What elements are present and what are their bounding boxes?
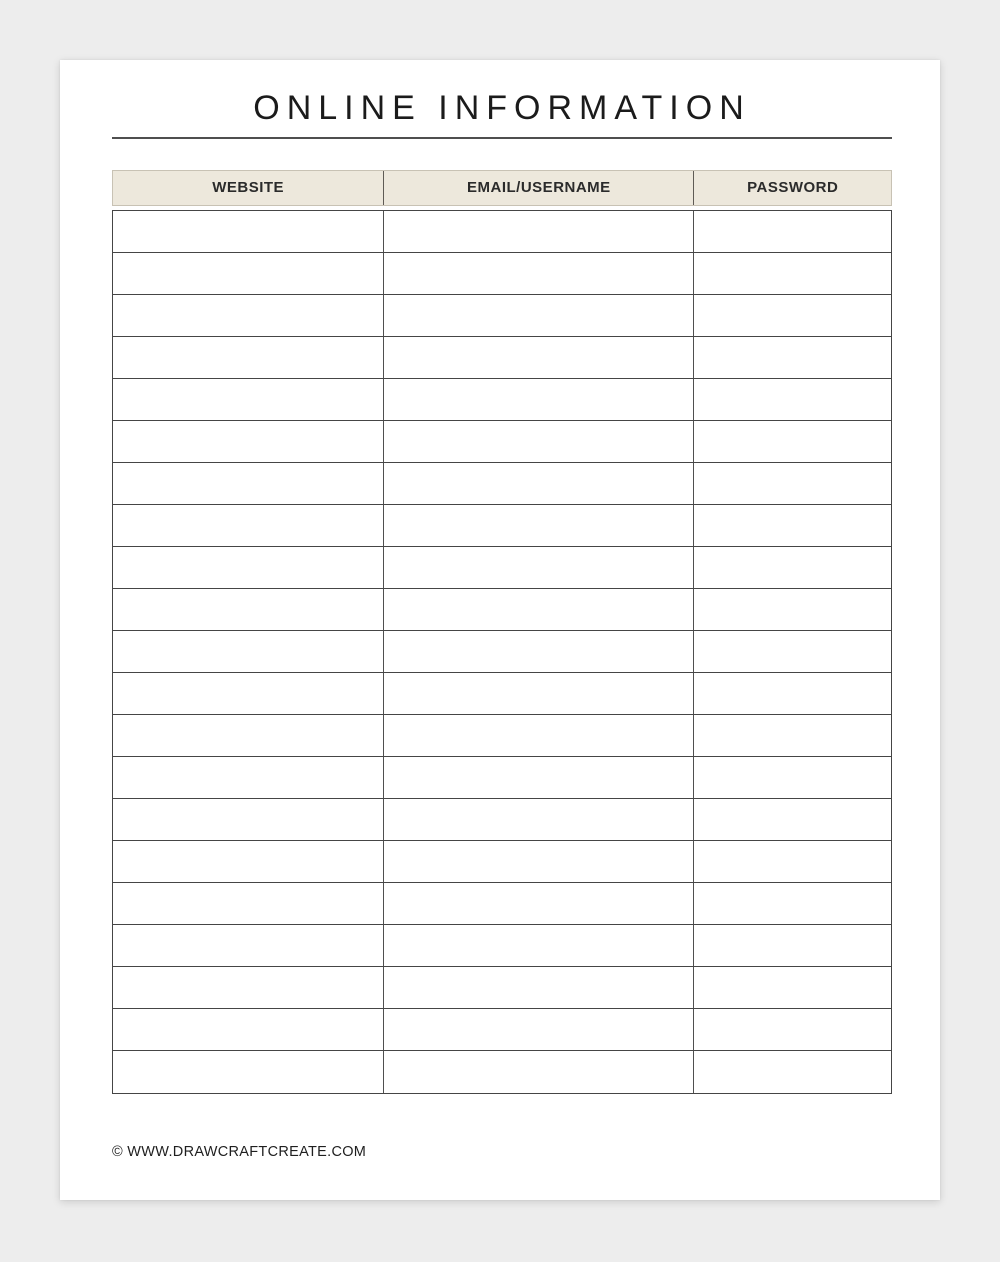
table-cell-password xyxy=(693,337,891,378)
table-row xyxy=(113,925,891,967)
table-cell-password xyxy=(693,715,891,756)
table-row xyxy=(113,211,891,253)
table-row xyxy=(113,1051,891,1093)
table-cell-password xyxy=(693,211,891,252)
table-cell-email-username xyxy=(383,925,693,966)
table-cell-email-username xyxy=(383,883,693,924)
table-row xyxy=(113,841,891,883)
table-cell-website xyxy=(113,841,383,882)
table-row xyxy=(113,1009,891,1051)
table-row xyxy=(113,337,891,379)
table-cell-website xyxy=(113,631,383,672)
table-cell-password xyxy=(693,589,891,630)
table-cell-password xyxy=(693,295,891,336)
table-cell-website xyxy=(113,799,383,840)
table-cell-email-username xyxy=(383,757,693,798)
table-cell-password xyxy=(693,757,891,798)
table-cell-email-username xyxy=(383,547,693,588)
table-cell-password xyxy=(693,925,891,966)
column-header-website: WEBSITE xyxy=(212,179,285,197)
table-cell-password xyxy=(693,379,891,420)
table-cell-website xyxy=(113,1051,383,1093)
table-cell-email-username xyxy=(383,295,693,336)
table-cell-website xyxy=(113,211,383,252)
table-cell-website xyxy=(113,589,383,630)
table-row xyxy=(113,967,891,1009)
table-cell-website xyxy=(113,505,383,546)
page-title: ONLINE INFORMATION xyxy=(253,89,751,127)
printable-sheet xyxy=(60,60,940,1200)
table-cell-email-username xyxy=(383,967,693,1008)
table-cell-password xyxy=(693,967,891,1008)
table-cell-password xyxy=(693,883,891,924)
column-header-password: PASSWORD xyxy=(693,171,891,205)
table-row xyxy=(113,631,891,673)
table-cell-website xyxy=(113,1009,383,1050)
table-cell-website xyxy=(113,967,383,1008)
table-row xyxy=(113,421,891,463)
table-cell-website xyxy=(113,673,383,714)
table-row xyxy=(113,505,891,547)
table-cell-email-username xyxy=(383,715,693,756)
table-cell-website xyxy=(113,883,383,924)
table-cell-email-username xyxy=(383,379,693,420)
table-cell-password xyxy=(693,421,891,462)
table-cell-email-username xyxy=(383,1009,693,1050)
table-body xyxy=(112,210,892,1094)
table-cell-website xyxy=(113,925,383,966)
sheet-content xyxy=(60,88,940,1160)
table-cell-password xyxy=(693,1009,891,1050)
column-header-email-username: EMAIL/USERNAME xyxy=(383,171,693,205)
table-row xyxy=(113,799,891,841)
table-cell-password xyxy=(693,799,891,840)
table-row xyxy=(113,883,891,925)
table-header-row xyxy=(112,170,892,206)
table-row xyxy=(113,673,891,715)
table-row xyxy=(113,715,891,757)
table-cell-email-username xyxy=(383,505,693,546)
table-cell-website xyxy=(113,337,383,378)
table-row xyxy=(113,589,891,631)
table-cell-email-username xyxy=(383,421,693,462)
table-cell-password xyxy=(693,1051,891,1093)
table-cell-email-username xyxy=(383,799,693,840)
table-cell-email-username xyxy=(383,1051,693,1093)
table-cell-website xyxy=(113,547,383,588)
table-cell-password xyxy=(693,253,891,294)
table-cell-email-username xyxy=(383,841,693,882)
table-cell-website xyxy=(113,421,383,462)
table-cell-website xyxy=(113,463,383,504)
table-cell-email-username xyxy=(383,463,693,504)
table-cell-password xyxy=(693,547,891,588)
table-cell-website xyxy=(113,757,383,798)
table-row xyxy=(113,379,891,421)
table-row xyxy=(113,463,891,505)
copyright-footer: © WWW.DRAWCRAFTCREATE.COM xyxy=(112,1143,367,1160)
table-row xyxy=(113,547,891,589)
table-cell-email-username xyxy=(383,211,693,252)
table-cell-email-username xyxy=(383,631,693,672)
table-cell-password xyxy=(693,505,891,546)
table-cell-email-username xyxy=(383,589,693,630)
table-cell-email-username xyxy=(383,673,693,714)
table-cell-website xyxy=(113,715,383,756)
table-cell-email-username xyxy=(383,337,693,378)
table-cell-website xyxy=(113,295,383,336)
table-row xyxy=(113,295,891,337)
table-cell-password xyxy=(693,841,891,882)
table-cell-website xyxy=(113,253,383,294)
table-row xyxy=(113,757,891,799)
table-row xyxy=(113,253,891,295)
table-cell-password xyxy=(693,463,891,504)
table-cell-email-username xyxy=(383,253,693,294)
title-underline-rule xyxy=(112,137,892,139)
table-cell-website xyxy=(113,379,383,420)
table-cell-password xyxy=(693,631,891,672)
table-cell-password xyxy=(693,673,891,714)
